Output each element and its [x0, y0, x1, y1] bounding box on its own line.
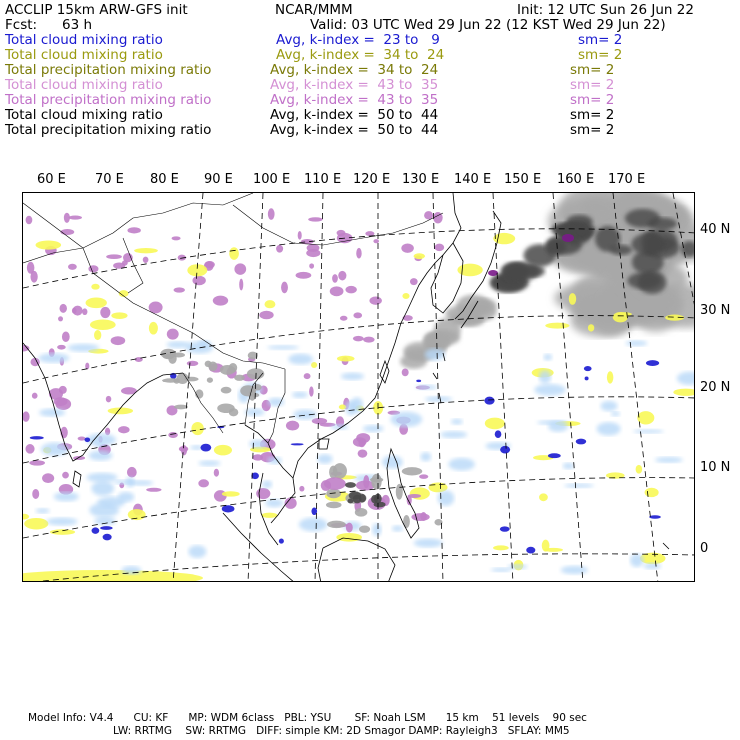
lat-label: 20 N [700, 380, 731, 395]
fcst-value: 63 h [62, 17, 93, 33]
model-info-line2: LW: RRTMG SW: RRTMG DIFF: simple KM: 2D Smagor DAMP: Rayleigh3 SFLAY: MM5 [113, 725, 570, 737]
lon-label: 80 E [150, 172, 179, 187]
model-title: ACCLIP 15km ARW-GFS init [5, 2, 188, 18]
precip-cloud-fields [23, 193, 695, 582]
lon-label: 160 E [557, 172, 595, 187]
model-info-line1: Model Info: V4.4 CU: KF MP: WDM 6class PBL: YSU SF: Noah LSM 15 km 51 levels 90 sec [28, 712, 587, 724]
lat-label: 0 [700, 541, 709, 556]
field-avg: Avg, k-index = 50 to 44 [270, 107, 439, 123]
lon-label: 60 E [37, 172, 66, 187]
init-time: Init: 12 UTC Sun 26 Jun 22 [517, 2, 694, 18]
lon-label: 130 E [402, 172, 440, 187]
field-sm: sm= 2 [570, 92, 615, 108]
lon-label: 140 E [454, 172, 492, 187]
field-avg: Avg, k-index = 43 to 35 [270, 77, 439, 93]
lat-label: 30 N [700, 303, 731, 318]
field-avg: Avg, k-index = 23 to 9 [276, 32, 440, 48]
field-sm: sm= 2 [570, 107, 615, 123]
field-name: Total cloud mixing ratio [5, 47, 163, 63]
org-label: NCAR/MMM [275, 2, 353, 18]
lon-label: 120 E [353, 172, 391, 187]
field-name: Total precipitation mixing ratio [5, 122, 212, 138]
field-avg: Avg, k-index = 34 to 24 [276, 47, 445, 63]
lon-label: 90 E [204, 172, 233, 187]
lon-label: 170 E [608, 172, 646, 187]
field-sm: sm= 2 [570, 122, 615, 138]
field-sm: sm= 2 [578, 47, 623, 63]
field-name: Total cloud mixing ratio [5, 32, 163, 48]
field-name: Total cloud mixing ratio [5, 77, 163, 93]
field-avg: Avg, k-index = 50 to 44 [270, 122, 439, 138]
field-name: Total precipitation mixing ratio [5, 92, 212, 108]
field-sm: sm= 2 [570, 62, 615, 78]
field-name: Total cloud mixing ratio [5, 107, 163, 123]
lon-label: 70 E [95, 172, 124, 187]
lon-label: 150 E [504, 172, 542, 187]
field-sm: sm= 2 [578, 32, 623, 48]
map-svg [23, 193, 695, 582]
field-name: Total precipitation mixing ratio [5, 62, 212, 78]
field-avg: Avg, k-index = 34 to 24 [270, 62, 439, 78]
field-sm: sm= 2 [570, 77, 615, 93]
lon-label: 100 E [253, 172, 291, 187]
map-panel [22, 192, 695, 582]
field-avg: Avg, k-index = 43 to 35 [270, 92, 439, 108]
lon-label: 110 E [304, 172, 342, 187]
lat-label: 10 N [700, 460, 731, 475]
valid-time: Valid: 03 UTC Wed 29 Jun 22 (12 KST Wed 29 Jun 22) [310, 17, 666, 33]
lat-label: 40 N [700, 222, 731, 237]
fcst-label: Fcst: [5, 17, 38, 33]
